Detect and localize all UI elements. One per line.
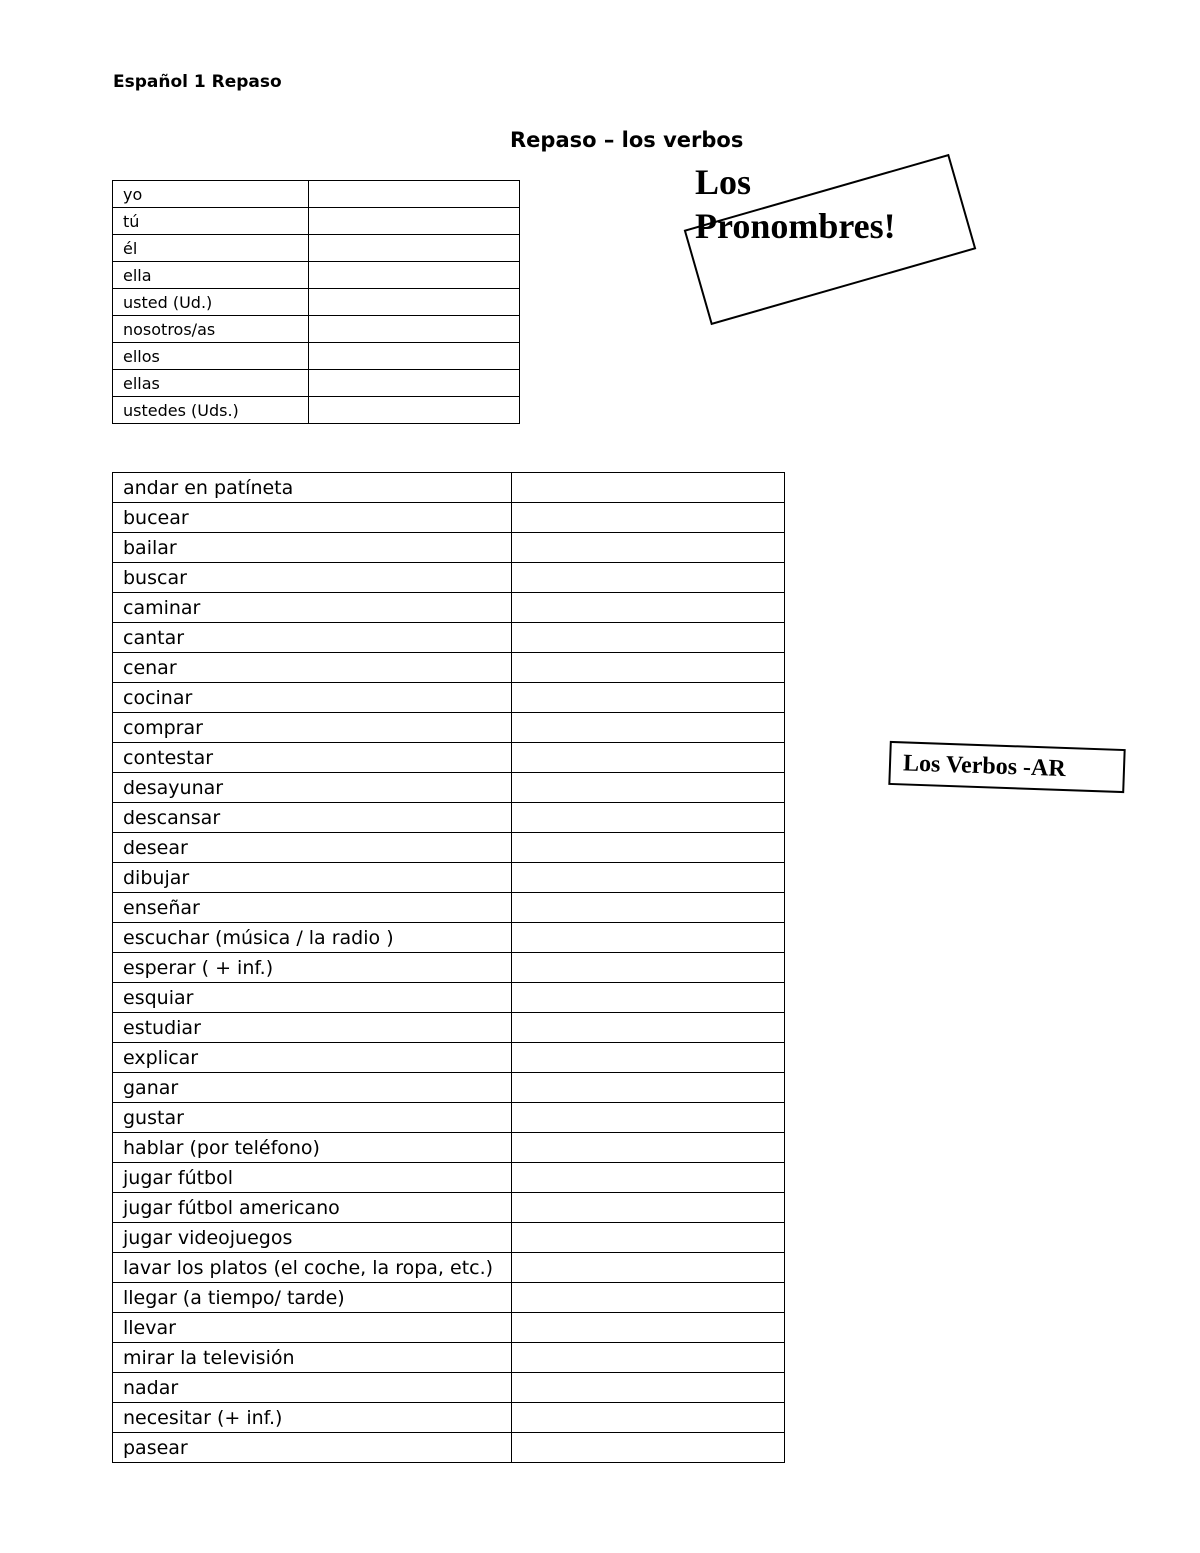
verb-row-answer-cell[interactable] [512, 563, 785, 593]
verb-row [113, 653, 785, 683]
verb-row [113, 533, 785, 563]
verb-row [113, 563, 785, 593]
verb-row-label: cantar [113, 623, 512, 653]
page-title: Repaso – los verbos [510, 128, 744, 152]
course-label: Español 1 Repaso [113, 72, 282, 92]
verb-row-label: mirar la televisión [113, 1343, 512, 1373]
verb-row [113, 833, 785, 863]
verb-row-answer-cell[interactable] [512, 1283, 785, 1313]
pronoun-row-label: nosotros/as [113, 316, 309, 343]
verb-row-label: escuchar (música / la radio ) [113, 923, 512, 953]
verb-row-answer-cell[interactable] [512, 1223, 785, 1253]
verb-row-label: lavar los platos (el coche, la ropa, etc.) [113, 1253, 512, 1283]
pronoun-row [113, 208, 520, 235]
verb-row-answer-cell[interactable] [512, 983, 785, 1013]
verb-row-label: ganar [113, 1073, 512, 1103]
pronoun-row-answer-cell[interactable] [309, 181, 520, 208]
pronoun-row-label: tú [113, 208, 309, 235]
verb-row-label: nadar [113, 1373, 512, 1403]
verb-row-label: estudiar [113, 1013, 512, 1043]
verb-row [113, 953, 785, 983]
verb-row [113, 1433, 785, 1463]
verb-row-label: dibujar [113, 863, 512, 893]
verb-row-label: pasear [113, 1433, 512, 1463]
verb-row-answer-cell[interactable] [512, 893, 785, 923]
verb-row [113, 1163, 785, 1193]
pronoun-row [113, 262, 520, 289]
verb-row [113, 1073, 785, 1103]
verb-row [113, 1193, 785, 1223]
verb-row-answer-cell[interactable] [512, 1163, 785, 1193]
verb-row-answer-cell[interactable] [512, 503, 785, 533]
verb-row-answer-cell[interactable] [512, 653, 785, 683]
verb-row-label: descansar [113, 803, 512, 833]
pronoun-row-answer-cell[interactable] [309, 343, 520, 370]
pronoun-row-answer-cell[interactable] [309, 397, 520, 424]
pronoun-row-label: ellos [113, 343, 309, 370]
verb-row-label: jugar videojuegos [113, 1223, 512, 1253]
verb-row [113, 743, 785, 773]
pronoun-row [113, 370, 520, 397]
verb-row-label: llegar (a tiempo/ tarde) [113, 1283, 512, 1313]
pronoun-row-answer-cell[interactable] [309, 262, 520, 289]
pronombres-stamp-label [695, 160, 995, 248]
verb-row-label: jugar fútbol americano [113, 1193, 512, 1223]
verb-row-answer-cell[interactable] [512, 1433, 785, 1463]
verb-row-label: bailar [113, 533, 512, 563]
verb-row-answer-cell[interactable] [512, 623, 785, 653]
verb-row [113, 1043, 785, 1073]
pronoun-row [113, 316, 520, 343]
verb-row [113, 1223, 785, 1253]
pronombres-stamp-line-1: Los [695, 162, 752, 202]
verb-row-answer-cell[interactable] [512, 1373, 785, 1403]
pronoun-row-label: ella [113, 262, 309, 289]
pronoun-row-answer-cell[interactable] [309, 316, 520, 343]
pronoun-row-label: él [113, 235, 309, 262]
verb-row-label: desayunar [113, 773, 512, 803]
verb-row-answer-cell[interactable] [512, 713, 785, 743]
verb-row-answer-cell[interactable] [512, 833, 785, 863]
verb-row-label: necesitar (+ inf.) [113, 1403, 512, 1433]
pronoun-row-label: ustedes (Uds.) [113, 397, 309, 424]
verb-row-label: contestar [113, 743, 512, 773]
verb-row-answer-cell[interactable] [512, 1343, 785, 1373]
verb-row [113, 1313, 785, 1343]
verb-row [113, 1283, 785, 1313]
verb-row-answer-cell[interactable] [512, 923, 785, 953]
verb-row-label: enseñar [113, 893, 512, 923]
pronombres-stamp-line-2: Pronombres! [695, 206, 896, 246]
verb-row [113, 1013, 785, 1043]
verb-row-answer-cell[interactable] [512, 863, 785, 893]
verb-row [113, 503, 785, 533]
pronoun-row-label: usted (Ud.) [113, 289, 309, 316]
verb-row [113, 1403, 785, 1433]
verb-row-answer-cell[interactable] [512, 743, 785, 773]
verb-row [113, 1253, 785, 1283]
verb-row-label: esquiar [113, 983, 512, 1013]
pronoun-row-answer-cell[interactable] [309, 208, 520, 235]
verb-row-label: cenar [113, 653, 512, 683]
verb-row [113, 773, 785, 803]
verb-row [113, 593, 785, 623]
verbos-ar-stamp: Los Verbos -AR [888, 741, 1125, 793]
pronoun-row-answer-cell[interactable] [309, 235, 520, 262]
pronoun-row [113, 181, 520, 208]
pronoun-row [113, 235, 520, 262]
verb-row [113, 983, 785, 1013]
pronoun-row-answer-cell[interactable] [309, 370, 520, 397]
verb-row-answer-cell[interactable] [512, 473, 785, 503]
verb-table [112, 472, 785, 1463]
verb-row-label: explicar [113, 1043, 512, 1073]
verb-row-answer-cell[interactable] [512, 1073, 785, 1103]
verb-row-label: jugar fútbol [113, 1163, 512, 1193]
verb-row-answer-cell[interactable] [512, 1253, 785, 1283]
verb-row [113, 863, 785, 893]
verb-row-label: cocinar [113, 683, 512, 713]
verb-row-answer-cell[interactable] [512, 1193, 785, 1223]
verb-row-answer-cell[interactable] [512, 593, 785, 623]
verb-row [113, 713, 785, 743]
verb-row [113, 473, 785, 503]
verb-row-label: andar en patíneta [113, 473, 512, 503]
pronoun-row [113, 289, 520, 316]
verb-row-answer-cell[interactable] [512, 1403, 785, 1433]
pronoun-row-label: yo [113, 181, 309, 208]
verb-row [113, 1133, 785, 1163]
verb-row-label: comprar [113, 713, 512, 743]
pronoun-row [113, 397, 520, 424]
verb-row-answer-cell[interactable] [512, 773, 785, 803]
verb-row [113, 803, 785, 833]
verb-row-label: buscar [113, 563, 512, 593]
verb-row [113, 1343, 785, 1373]
verb-row-answer-cell[interactable] [512, 1013, 785, 1043]
verb-row-label: caminar [113, 593, 512, 623]
verb-row-label: llevar [113, 1313, 512, 1343]
verb-row [113, 1103, 785, 1133]
pronoun-row-answer-cell[interactable] [309, 289, 520, 316]
verb-row-label: bucear [113, 503, 512, 533]
verb-row-answer-cell[interactable] [512, 1043, 785, 1073]
verb-row-label: desear [113, 833, 512, 863]
verb-row-answer-cell[interactable] [512, 1133, 785, 1163]
verb-row-answer-cell[interactable] [512, 1103, 785, 1133]
pronoun-table [112, 180, 520, 424]
verb-row-answer-cell[interactable] [512, 1313, 785, 1343]
verb-row-label: hablar (por teléfono) [113, 1133, 512, 1163]
verb-row [113, 683, 785, 713]
verb-row-answer-cell[interactable] [512, 803, 785, 833]
verb-row-label: gustar [113, 1103, 512, 1133]
verb-row [113, 923, 785, 953]
verb-row [113, 893, 785, 923]
verb-row-label: esperar ( + inf.) [113, 953, 512, 983]
verb-row [113, 1373, 785, 1403]
verb-row-answer-cell[interactable] [512, 953, 785, 983]
pronoun-row-label: ellas [113, 370, 309, 397]
verb-row-answer-cell[interactable] [512, 683, 785, 713]
pronoun-row [113, 343, 520, 370]
verb-row-answer-cell[interactable] [512, 533, 785, 563]
verb-row [113, 623, 785, 653]
